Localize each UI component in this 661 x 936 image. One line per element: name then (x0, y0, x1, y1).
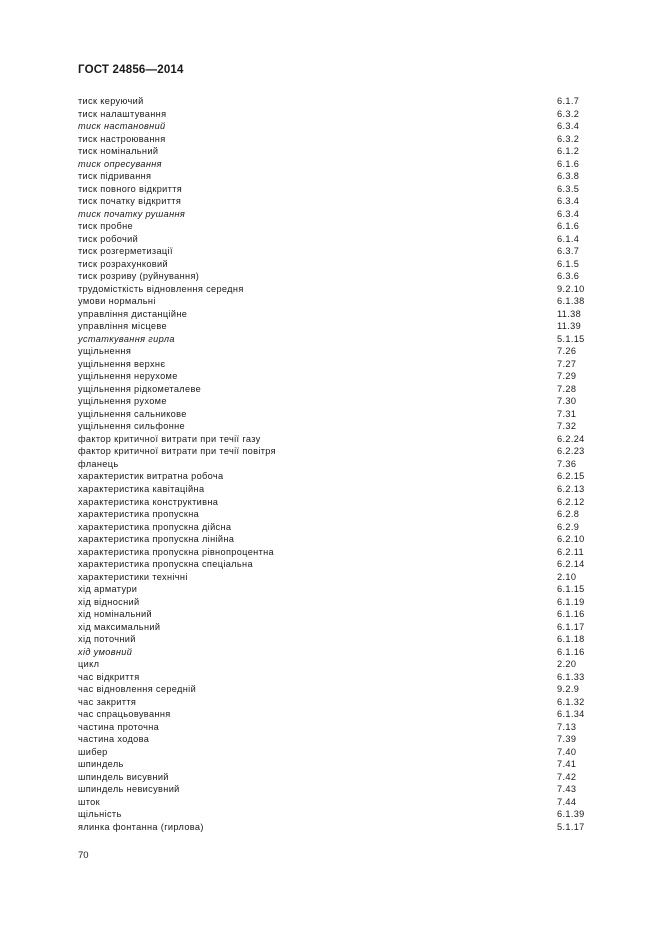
index-term: ущільнення нерухоме (78, 371, 178, 382)
index-term: характеристика пропускна рівнопроцентна (78, 546, 275, 557)
index-entry (78, 370, 588, 383)
page-number: 70 (78, 850, 89, 861)
index-term: управління місцеве (78, 321, 167, 332)
index-entry (78, 533, 588, 546)
index-reference: 6.3.4 (557, 196, 580, 207)
index-entry (78, 758, 588, 771)
index-reference: 6.1.4 (557, 233, 580, 244)
index-term: характеристик витратна робоча (78, 471, 224, 482)
index-entry (78, 358, 588, 371)
index-term: щільність (78, 809, 122, 820)
index-term: тиск керуючий (78, 96, 144, 106)
index-entry (78, 295, 588, 308)
index-term: ущільнення рідкометалеве (78, 383, 202, 394)
index-entry (78, 145, 588, 158)
index-entry (78, 571, 588, 584)
document-header: ГОСТ 24856—2014 (78, 64, 184, 76)
index-entry (78, 671, 588, 684)
index-reference: 7.36 (557, 458, 577, 469)
index-reference: 5.1.15 (557, 333, 585, 344)
index-entry (78, 733, 588, 746)
index-entry (78, 708, 588, 721)
index-term: час закриття (78, 696, 137, 707)
index-entry (78, 470, 588, 483)
index-term: тиск початку рушання (78, 208, 186, 219)
index-term: характеристики технічні (78, 571, 188, 582)
index-entry (78, 608, 588, 621)
index-entry (78, 233, 588, 246)
index-entry (78, 721, 588, 734)
index-term: тиск розрахунковий (78, 258, 168, 269)
index-reference: 6.1.7 (557, 96, 580, 106)
index-entry (78, 796, 588, 809)
index-reference: 7.29 (557, 371, 577, 382)
index-reference: 7.32 (557, 421, 577, 432)
index-entry (78, 208, 588, 221)
term-index (78, 95, 588, 833)
index-entry (78, 458, 588, 471)
index-entry (78, 583, 588, 596)
index-reference: 6.2.24 (557, 433, 585, 444)
index-term: ущільнення сальникове (78, 408, 187, 419)
index-entry (78, 646, 588, 659)
index-reference: 5.1.17 (557, 821, 585, 832)
index-reference: 6.1.18 (557, 634, 585, 645)
index-reference: 11.38 (557, 308, 582, 319)
index-reference: 6.3.4 (557, 208, 580, 219)
index-entry (78, 333, 588, 346)
index-term: трудомісткість відновлення середня (78, 283, 244, 294)
index-term: ялинка фонтанна (гирлова) (78, 821, 204, 832)
index-entry (78, 445, 588, 458)
index-term: управління дистанційне (78, 308, 188, 319)
index-entry (78, 746, 588, 759)
index-term: тиск настановний (78, 121, 166, 132)
index-term: ущільнення рухоме (78, 396, 167, 407)
index-reference: 7.40 (557, 746, 577, 757)
index-reference: 7.28 (557, 383, 577, 394)
index-reference: 7.41 (557, 759, 577, 770)
index-term: тиск розгерметизації (78, 246, 173, 257)
index-reference: 6.2.23 (557, 446, 585, 457)
index-term: частина проточна (78, 721, 160, 732)
index-reference: 7.26 (557, 346, 577, 357)
index-entry (78, 220, 588, 233)
index-term: хід умовний (78, 646, 133, 657)
index-entry (78, 283, 588, 296)
index-reference: 6.2.10 (557, 534, 585, 545)
index-entry (78, 771, 588, 784)
index-entry (78, 183, 588, 196)
index-entry (78, 596, 588, 609)
index-reference: 6.1.17 (557, 621, 585, 632)
index-entry (78, 245, 588, 258)
index-term: тиск пробне (78, 221, 133, 232)
index-entry (78, 808, 588, 821)
index-reference: 2.10 (557, 571, 577, 582)
index-reference: 6.3.4 (557, 121, 580, 132)
index-reference: 6.1.19 (557, 596, 585, 607)
index-term: умови нормальні (78, 296, 156, 307)
index-term: шпиндель (78, 759, 124, 770)
index-term: тиск початку відкриття (78, 196, 182, 207)
index-reference: 9.2.10 (557, 283, 585, 294)
index-entry (78, 308, 588, 321)
index-term: тиск номінальний (78, 146, 159, 157)
index-entry (78, 821, 588, 834)
index-reference: 2.20 (557, 659, 577, 670)
index-term: шибер (78, 746, 108, 757)
index-term: фактор критичної витрати при течії газу (78, 433, 261, 444)
index-entry (78, 420, 588, 433)
index-reference: 6.2.9 (557, 521, 580, 532)
index-reference: 6.3.5 (557, 183, 580, 194)
index-entry (78, 95, 588, 108)
index-entry (78, 270, 588, 283)
index-term: ущільнення (78, 346, 132, 357)
index-term: ущільнення верхнє (78, 358, 166, 369)
index-reference: 6.3.6 (557, 271, 580, 282)
index-term: шпиндель висувний (78, 771, 169, 782)
index-term: шпиндель невисувний (78, 784, 180, 795)
index-term: час відкриття (78, 671, 140, 682)
index-reference: 7.39 (557, 734, 577, 745)
index-entry (78, 108, 588, 121)
index-term: характеристика кавітаційна (78, 483, 205, 494)
index-term: фланець (78, 458, 119, 469)
index-entry (78, 696, 588, 709)
index-term: час відновлення середній (78, 684, 197, 695)
index-term: частина ходова (78, 734, 150, 745)
index-entry (78, 621, 588, 634)
index-reference: 6.2.15 (557, 471, 585, 482)
index-term: устаткування гирла (78, 333, 175, 344)
index-term: характеристика конструктивна (78, 496, 219, 507)
index-term: ущільнення сильфонне (78, 421, 185, 432)
index-entry (78, 345, 588, 358)
index-entry (78, 408, 588, 421)
index-entry (78, 158, 588, 171)
index-term: хід поточний (78, 634, 136, 645)
index-term: хід арматури (78, 584, 138, 595)
index-reference: 6.2.11 (557, 546, 584, 557)
index-entry (78, 783, 588, 796)
index-term: шток (78, 796, 101, 807)
index-term: тиск підривання (78, 171, 152, 182)
index-entry (78, 120, 588, 133)
index-reference: 6.3.7 (557, 246, 580, 257)
index-entry (78, 658, 588, 671)
index-reference: 11.39 (557, 321, 582, 332)
index-entry (78, 258, 588, 271)
index-reference: 6.1.34 (557, 709, 585, 720)
index-term: цикл (78, 659, 100, 670)
index-reference: 6.2.14 (557, 559, 585, 570)
index-reference: 7.43 (557, 784, 577, 795)
index-reference: 6.3.2 (557, 133, 580, 144)
index-reference: 6.1.5 (557, 258, 580, 269)
index-entry (78, 195, 588, 208)
index-term: характеристика пропускна лінійна (78, 534, 235, 545)
index-reference: 7.42 (557, 771, 577, 782)
index-reference: 6.1.2 (557, 146, 580, 157)
index-reference: 6.2.13 (557, 483, 585, 494)
index-term: тиск розриву (руйнування) (78, 271, 200, 282)
index-entry (78, 558, 588, 571)
index-term: тиск налаштування (78, 108, 167, 119)
index-reference: 6.1.16 (557, 646, 585, 657)
index-reference: 6.1.15 (557, 584, 585, 595)
index-term: фактор критичної витрати при течії повітря (78, 446, 276, 457)
index-reference: 6.1.6 (557, 158, 580, 169)
index-entry (78, 508, 588, 521)
index-reference: 6.3.2 (557, 108, 580, 119)
index-reference: 6.1.38 (557, 296, 585, 307)
index-entry (78, 496, 588, 509)
index-reference: 6.1.6 (557, 221, 580, 232)
index-entry (78, 521, 588, 534)
index-term: характеристика пропускна спеціальна (78, 559, 253, 570)
index-term: час спрацьовування (78, 709, 171, 720)
index-entry (78, 133, 588, 146)
index-reference: 6.1.32 (557, 696, 585, 707)
index-entry (78, 433, 588, 446)
index-reference: 6.1.16 (557, 609, 585, 620)
index-reference: 7.30 (557, 396, 577, 407)
index-term: характеристика пропускна дійсна (78, 521, 232, 532)
index-reference: 7.13 (557, 721, 577, 732)
index-reference: 6.1.39 (557, 809, 585, 820)
index-entry (78, 483, 588, 496)
index-term: тиск опресування (78, 158, 162, 169)
index-entry (78, 546, 588, 559)
index-term: хід максимальний (78, 621, 161, 632)
index-term: хід відносний (78, 596, 140, 607)
index-term: характеристика пропускна (78, 509, 200, 520)
index-reference: 6.1.33 (557, 671, 585, 682)
index-term: хід номінальний (78, 609, 153, 620)
index-term: тиск настроювання (78, 133, 166, 144)
index-term: тиск повного відкриття (78, 183, 183, 194)
index-entry (78, 170, 588, 183)
index-reference: 6.2.12 (557, 496, 585, 507)
index-reference: 7.31 (557, 408, 577, 419)
index-entry (78, 683, 588, 696)
index-entry (78, 320, 588, 333)
index-entry (78, 383, 588, 396)
index-reference: 7.44 (557, 796, 577, 807)
index-term: тиск робочий (78, 233, 139, 244)
index-reference: 9.2.9 (557, 684, 580, 695)
index-entry (78, 633, 588, 646)
index-reference: 7.27 (557, 358, 577, 369)
index-reference: 6.2.8 (557, 509, 580, 520)
index-reference: 6.3.8 (557, 171, 580, 182)
index-entry (78, 395, 588, 408)
